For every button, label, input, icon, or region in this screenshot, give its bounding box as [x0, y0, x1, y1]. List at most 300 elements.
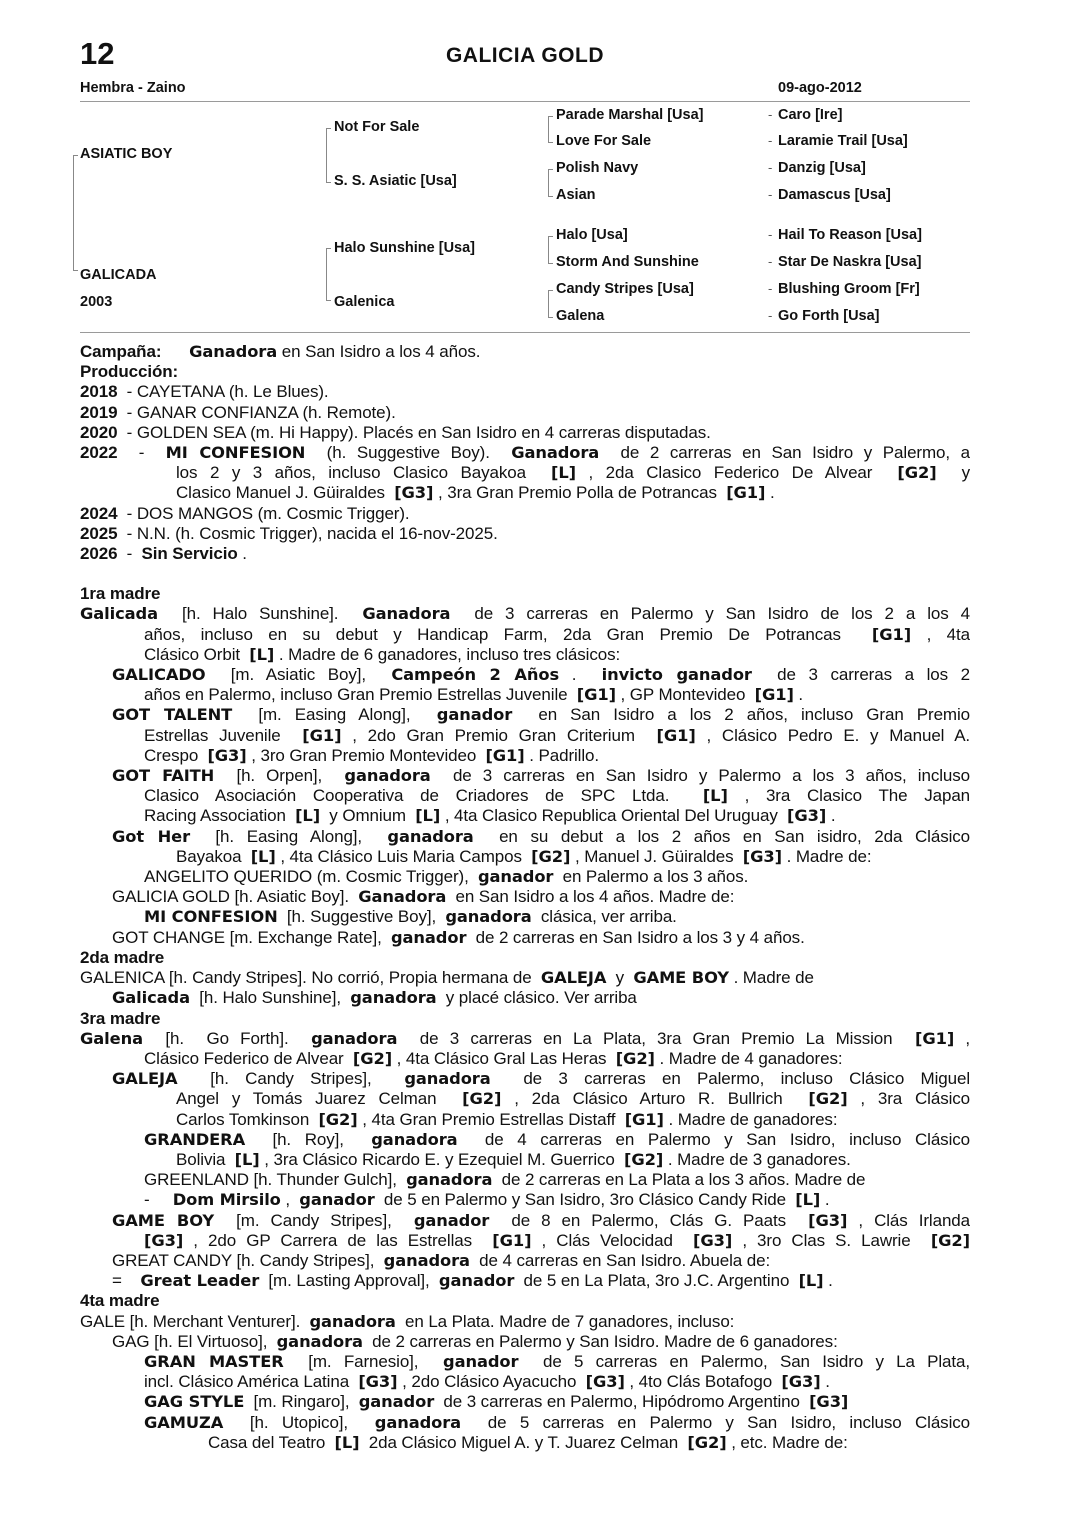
bold-text: Galicada	[112, 988, 190, 1008]
text: de 3 carreras en Palermo, Hipódromo Argentino	[438, 1392, 805, 1412]
bold-text: ganador	[413, 1210, 490, 1230]
bold-text: [G1]	[302, 725, 342, 745]
text: [h. Halo Sunshine],	[194, 988, 346, 1008]
gen3-ancestor: Halo [Usa]	[556, 227, 628, 243]
text: .	[798, 685, 804, 705]
text: GREENLAND [h. Thunder Gulch],	[144, 1170, 402, 1190]
text: - N.N. (h. Cosmic Trigger), nacida el 16-nov-2025.	[122, 523, 498, 543]
text: 2da Clásico Miguel A. y T. Juarez Celman	[364, 1432, 683, 1452]
bold-text: ganadora	[276, 1331, 363, 1351]
text: , Clásico Pedro E. y Manuel A.	[706, 725, 970, 745]
dam-year: 2003	[80, 294, 113, 310]
bold-text: [G1]	[914, 1028, 955, 1048]
bold-text: [L]	[249, 644, 275, 664]
gen4-ancestor: Star De Naskra [Usa]	[778, 254, 922, 270]
text: , 3ra Clásico Ricardo E. y Ezequiel M. Guerrico	[264, 1149, 620, 1169]
text: , 4to Clás Botafogo	[629, 1372, 777, 1392]
bold-text: [G3]	[781, 1372, 821, 1392]
campaign-line	[80, 342, 970, 362]
bold-text: ganador	[390, 927, 467, 947]
bold-text: [G1]	[871, 624, 912, 644]
text: de 2 carreras en La Plata a los 3 años. Madre de	[497, 1170, 866, 1190]
text: Crespo	[144, 745, 203, 765]
text: de 2 carreras en Palermo y San Isidro. Madre de 6 ganadores:	[367, 1331, 838, 1351]
header-divider	[80, 101, 970, 102]
text: ANGELITO QUERIDO (m. Cosmic Trigger),	[144, 867, 474, 887]
text: , 4ta Gran Premio Estrellas Distaff	[362, 1109, 621, 1129]
bold-text: ganadora	[445, 907, 532, 927]
text: [m. Candy Stripes],	[225, 1210, 403, 1230]
text: de 4 carreras en Palermo y San Isidro, incluso Clásico	[471, 1129, 970, 1149]
bold-text: Producción:	[80, 362, 179, 382]
bold-text: GAG STYLE	[144, 1392, 245, 1412]
sire-of-sire: Not For Sale	[334, 119, 420, 135]
gen3-ancestor: Galena	[556, 308, 605, 324]
bold-text: ganadora	[311, 1028, 398, 1048]
bold-text: [G3]	[787, 806, 827, 826]
dam-entry	[80, 968, 970, 988]
text: Clásico Orbit	[144, 644, 245, 664]
bold-text: [L]	[795, 1190, 821, 1210]
text: .	[830, 806, 836, 826]
bold-text: Ganadora	[189, 342, 278, 361]
bold-text: [G2]	[624, 1149, 664, 1169]
text: GALE [h. Merchant Venturer].	[80, 1311, 305, 1331]
bold-text: Ganadora	[358, 887, 447, 907]
text: en su debut a los 2 años en San isidro, 2da Clásico	[486, 826, 970, 846]
text: , 2da Clásico Arturo R. Bullrich	[514, 1089, 796, 1109]
bold-text: [G1]	[485, 745, 525, 765]
bold-text: GALICADO	[112, 665, 206, 685]
bold-text: 1ra madre	[80, 584, 161, 604]
bold-text: ganadora	[383, 1250, 470, 1270]
text: y Omnium	[324, 806, 411, 826]
text: de 3 carreras en San Isidro y Palermo a los 3 años, incluso	[441, 766, 970, 786]
bold-text: 4ta madre	[80, 1291, 160, 1311]
gen3-ancestor: Asian	[556, 187, 596, 203]
bold-text: [G3]	[144, 1230, 184, 1250]
offspring-entry-cont	[80, 685, 970, 705]
gen4-ancestor: Damascus [Usa]	[778, 187, 891, 203]
text: [h. Candy Stripes],	[193, 1069, 388, 1089]
text: en San Isidro a los 4 años.	[281, 342, 481, 361]
grand-offspring-entry	[80, 1130, 970, 1150]
production-entry	[80, 504, 970, 524]
text: de 8 en Palermo, Clás G. Paats	[500, 1210, 798, 1230]
bold-text: Campeón 2 Años	[391, 665, 560, 685]
bold-text: GOT FAITH	[112, 766, 215, 786]
text: y placé clásico. Ver arriba	[441, 988, 637, 1008]
offspring-entry	[80, 887, 970, 907]
offspring-entry	[80, 1332, 970, 1352]
sire-of-dam: Halo Sunshine [Usa]	[334, 240, 475, 256]
text: años en Palermo, incluso Gran Premio Estrellas Juvenile	[144, 685, 573, 705]
text: de 2 carreras en San Isidro a los 3 y 4 años.	[471, 927, 805, 947]
text: , 2do Gran Premio Gran Criterium	[352, 725, 646, 745]
bold-text: [G2]	[462, 1089, 502, 1109]
text: , 3ra Clásico	[860, 1089, 970, 1109]
text: en La Plata. Madre de 7 ganadores, incluso:	[400, 1311, 735, 1331]
bold-text: ganador	[299, 1190, 375, 1210]
text: GALICIA GOLD [h. Asiatic Boy].	[112, 887, 354, 907]
text: y	[949, 463, 970, 483]
text: GALENICA [h. Candy Stripes]. No corrió, Propia hermana de	[80, 968, 537, 988]
gen4-ancestor: Caro [Ire]	[778, 107, 843, 123]
offspring-entry-cont	[80, 1089, 970, 1109]
lot-number: 12	[80, 36, 115, 71]
text: de 4 carreras en San Isidro. Abuela de:	[474, 1250, 771, 1270]
great-grand-offspring-entry	[80, 1190, 970, 1210]
text: -	[122, 544, 137, 564]
bold-text: Galena	[80, 1028, 143, 1048]
offspring-entry	[80, 766, 970, 786]
bold-text: [L]	[295, 806, 321, 826]
text: , etc. Madre de:	[731, 1432, 848, 1452]
text: .	[828, 1271, 833, 1291]
gen4-ancestor: Laramie Trail [Usa]	[778, 133, 908, 149]
offspring-entry	[80, 988, 970, 1008]
grand-offspring-entry	[80, 907, 970, 927]
bold-text: ganador	[358, 1392, 435, 1412]
bold-text: ganador	[477, 867, 554, 887]
offspring-entry	[80, 928, 970, 948]
grand-offspring-entry-cont	[80, 1372, 970, 1392]
bold-text: [G3]	[394, 483, 434, 503]
bold-text: GRANDERA	[144, 1129, 246, 1149]
text: [h. Easing Along],	[202, 826, 375, 846]
bold-text: ganadora	[374, 1412, 462, 1432]
text: GOT CHANGE [m. Exchange Rate],	[112, 927, 387, 947]
grand-offspring-entry	[80, 1392, 970, 1412]
bold-text: [G2]	[531, 846, 571, 866]
production-entry	[80, 524, 970, 544]
text: .	[242, 544, 247, 564]
bold-text: Galicada	[80, 604, 158, 624]
text: de 3 carreras a los 2	[764, 665, 970, 685]
production-heading	[80, 362, 970, 382]
bold-text: [G1]	[754, 685, 794, 705]
bold-text: Dom Mirsilo	[172, 1190, 281, 1210]
dam-of-sire: S. S. Asiatic [Usa]	[334, 173, 457, 189]
text: [h. Suggestive Boy],	[282, 907, 441, 927]
text: GREAT CANDY [h. Candy Stripes],	[112, 1250, 380, 1270]
bold-text: [G3]	[809, 1392, 849, 1412]
bold-text: [G1]	[624, 1109, 664, 1129]
text: , 4ta	[926, 624, 970, 644]
birth-date: 09-ago-2012	[778, 80, 862, 96]
text: .	[825, 1372, 830, 1392]
text: de 5 carreras en Palermo, San Isidro y La Plata,	[530, 1351, 970, 1371]
gen4-ancestor: Blushing Groom [Fr]	[778, 281, 920, 297]
text: , 2da Clasico Federico De Alvear	[588, 463, 885, 483]
bold-text: 2022	[80, 443, 118, 463]
dam-entry	[80, 1029, 970, 1049]
text: , Manuel J. Güiraldes	[574, 846, 739, 866]
production-entry-cont	[80, 483, 970, 503]
bold-text: ganadora	[387, 826, 474, 846]
grand-offspring-entry	[80, 1352, 970, 1372]
text: , 4ta Clásico Luis Maria Campos	[280, 846, 527, 866]
dam-entry-cont	[80, 645, 970, 665]
production-entry	[80, 382, 970, 402]
grand-offspring-entry	[80, 1170, 970, 1190]
text: -	[144, 1190, 169, 1210]
text: Estrellas Juvenile	[144, 725, 292, 745]
bold-text: [G2]	[808, 1089, 848, 1109]
text: , 3ra Clasico The Japan	[744, 786, 970, 806]
text: , Clás Velocidad	[541, 1230, 683, 1250]
text: en Palermo a los 3 años.	[557, 867, 749, 887]
text: [m. Ringaro],	[248, 1392, 355, 1412]
dam-entry-cont	[80, 625, 970, 645]
offspring-entry-cont	[80, 847, 970, 867]
text: , 4ta Clásico Gral Las Heras	[396, 1048, 612, 1068]
bold-text: GOT TALENT	[112, 705, 233, 725]
production-entry	[80, 443, 970, 463]
bold-text: invicto ganador	[601, 665, 752, 685]
bold-text: 2019	[80, 402, 118, 422]
bold-text: ganadora	[309, 1311, 396, 1331]
text: , 3ro Gran Premio Montevideo	[251, 745, 481, 765]
bold-text: ganadora	[350, 988, 437, 1008]
bold-text: [G2]	[615, 1048, 655, 1068]
gen4-ancestor: Hail To Reason [Usa]	[778, 227, 922, 243]
section-heading-1ra-madre	[80, 584, 970, 604]
bold-text: ganadora	[371, 1129, 458, 1149]
text: , GP Montevideo	[620, 685, 750, 705]
bold-text: GAME BOY	[633, 968, 729, 988]
bold-text: [G2]	[897, 463, 937, 483]
text: de 3 carreras en Palermo, incluso Clásico Miguel	[506, 1069, 970, 1089]
sex-color: Hembra - Zaino	[80, 80, 186, 96]
gen4-ancestor: Danzig [Usa]	[778, 160, 866, 176]
bold-text: 2018	[80, 382, 118, 402]
text: . Padrillo.	[529, 745, 600, 765]
text: , 2do GP Carrera de las Estrellas	[193, 1230, 483, 1250]
offspring-entry	[80, 827, 970, 847]
bold-text: ganadora	[344, 766, 431, 786]
offspring-entry-cont	[80, 1110, 970, 1130]
bold-text: Ganadora	[362, 604, 451, 624]
bold-text: Great Leader	[140, 1271, 260, 1291]
section-heading-4ta-madre	[80, 1291, 970, 1311]
bold-text: [G3]	[693, 1230, 733, 1250]
text: Angel y Tomás Juarez Celman	[176, 1089, 450, 1109]
text: , 2do Clásico Ayacucho	[402, 1372, 581, 1392]
horse-name: GALICIA GOLD	[445, 44, 605, 67]
bold-text: 2025	[80, 523, 118, 543]
text: - GANAR CONFIANZA (h. Remote).	[122, 402, 396, 422]
pedigree-divider	[80, 332, 970, 333]
bold-text: [G3]	[358, 1372, 398, 1392]
gen3-ancestor: Parade Marshal [Usa]	[556, 107, 704, 123]
bold-text: [G1]	[576, 685, 616, 705]
grand-offspring-entry	[80, 867, 970, 887]
text: . Madre de 3 ganadores.	[667, 1149, 851, 1169]
text: . Madre de ganadores:	[668, 1109, 838, 1129]
text: . Madre de 4 ganadores:	[659, 1048, 843, 1068]
offspring-entry-cont	[80, 806, 970, 826]
text: ,	[965, 1028, 970, 1048]
bold-text: [L]	[415, 806, 441, 826]
offspring-entry	[80, 1069, 970, 1089]
gen3-ancestor: Storm And Sunshine	[556, 254, 699, 270]
text: [h. Utopico],	[236, 1412, 362, 1432]
bold-text: Ganadora	[511, 443, 600, 463]
bold-text: Sin Servicio	[141, 544, 238, 564]
text: , Clás Irlanda	[858, 1210, 970, 1230]
bold-text: GRAN MASTER	[144, 1351, 284, 1371]
bold-text: [L]	[250, 846, 276, 866]
sire-name: ASIATIC BOY	[80, 146, 173, 162]
bold-text: ganador	[438, 1271, 515, 1291]
grand-offspring-entry	[80, 1413, 970, 1433]
dam-name: GALICADA	[80, 267, 157, 283]
bold-text: [G2]	[352, 1048, 393, 1068]
bold-text: Got Her	[112, 826, 191, 846]
production-entry-cont	[80, 463, 970, 483]
text: [h. Roy],	[258, 1129, 358, 1149]
gen3-ancestor: Polish Navy	[556, 160, 639, 176]
bold-text: [G2]	[318, 1109, 358, 1129]
dam-entry	[80, 604, 970, 624]
production-entry	[80, 423, 970, 443]
text: GAG [h. El Virtuoso],	[112, 1331, 272, 1351]
text: de 2 carreras en San Isidro y Palermo, a	[609, 443, 970, 463]
text: años, incluso en su debut y Handicap Farm, 2da Gran Premio De Potrancas	[144, 624, 857, 644]
text: , 3ra Gran Premio Polla de Potrancas	[438, 483, 722, 503]
bold-text: [G1]	[726, 483, 766, 503]
grand-offspring-entry-cont	[80, 1433, 970, 1453]
section-heading-2da-madre	[80, 948, 970, 968]
bold-text: [G3]	[742, 846, 782, 866]
bold-text: ganadora	[404, 1069, 491, 1089]
dam-entry	[80, 1312, 970, 1332]
text: , 4ta Clasico Republica Oriental Del Uruguay	[444, 806, 783, 826]
text: [h. Orpen],	[225, 766, 334, 786]
production-entry	[80, 544, 970, 564]
text: - GOLDEN SEA (m. Hi Happy). Placés en San Isidro en 4 carreras disputadas.	[122, 422, 711, 442]
text: de 5 carreras en Palermo y San Isidro, incluso Clásico	[474, 1412, 970, 1432]
text: en San Isidro a los 2 años, incluso Gran Premio	[525, 705, 970, 725]
text: [m. Easing Along],	[245, 705, 424, 725]
bold-text: Campaña:	[80, 342, 185, 361]
production-entry	[80, 403, 970, 423]
text: de 5 en La Plata, 3ro J.C. Argentino	[518, 1271, 794, 1291]
bold-text: ganador	[443, 1351, 519, 1371]
text: . Madre de:	[786, 846, 872, 866]
offspring-entry	[80, 1251, 970, 1271]
bold-text: [G3]	[808, 1210, 848, 1230]
text: de 3 carreras en Palermo y San Isidro de los 2 a los 4	[462, 604, 970, 624]
bold-text: [L]	[334, 1432, 360, 1452]
grand-offspring-entry	[80, 1271, 970, 1291]
text: -	[128, 443, 155, 463]
text: Carlos Tomkinson	[176, 1109, 314, 1129]
bold-text: 2020	[80, 422, 118, 442]
section-heading-3ra-madre	[80, 1009, 970, 1029]
text: Bayakoa	[176, 846, 247, 866]
offspring-entry	[80, 1211, 970, 1231]
text: los 2 y 3 años, incluso Clasico Bayakoa	[176, 463, 539, 483]
text: Casa del Teatro	[208, 1432, 330, 1452]
catalog-body	[80, 342, 970, 1453]
bold-text: ganador	[436, 705, 513, 725]
text: .	[770, 483, 775, 503]
bold-text: GAMUZA	[144, 1412, 224, 1432]
text: y	[611, 968, 629, 988]
text: incl. Clásico América Latina	[144, 1372, 354, 1392]
bold-text: [G3]	[207, 745, 247, 765]
text: de 3 carreras en La Plata, 3ra Gran Premio La Mission	[408, 1028, 904, 1048]
offspring-entry	[80, 665, 970, 685]
text: . Madre de 6 ganadores, incluso tres clásicos:	[278, 644, 621, 664]
text: , 3ro Clas S. Lawrie	[742, 1230, 921, 1250]
text: en San Isidro a los 4 años. Madre de:	[450, 887, 735, 907]
text: [m. Lasting Approval],	[263, 1271, 435, 1291]
dam-entry-cont	[80, 1049, 970, 1069]
text: =	[112, 1271, 136, 1291]
text: [h. Go Forth].	[154, 1028, 300, 1048]
bold-text: ganadora	[406, 1170, 493, 1190]
text: Clásico Federico de Alvear	[144, 1048, 349, 1068]
text: Clasico Asociación Cooperativa de Criadores de SPC Ltda.	[144, 786, 687, 806]
offspring-entry-cont	[80, 786, 970, 806]
grand-offspring-entry-cont	[80, 1150, 970, 1170]
bold-text: 2026	[80, 544, 118, 564]
bold-text: MI CONFESION	[165, 443, 306, 463]
text: [m. Asiatic Boy],	[218, 665, 379, 685]
bold-text: 3ra madre	[80, 1008, 161, 1028]
text: (h. Suggestive Boy).	[316, 443, 501, 463]
bold-text: GALEJA	[540, 968, 607, 988]
offspring-entry	[80, 705, 970, 725]
text: Racing Association	[144, 806, 291, 826]
bold-text: [L]	[798, 1271, 824, 1291]
dam-of-dam: Galenica	[334, 294, 395, 310]
text: - DOS MANGOS (m. Cosmic Trigger).	[122, 503, 410, 523]
text: - CAYETANA (h. Le Blues).	[122, 382, 329, 402]
bold-text: 2024	[80, 503, 118, 523]
gen4-ancestor: Go Forth [Usa]	[778, 308, 880, 324]
bold-text: [G1]	[492, 1230, 532, 1250]
bold-text: GAME BOY	[112, 1210, 215, 1230]
bold-text: MI CONFESION	[144, 907, 278, 927]
offspring-entry-cont	[80, 1231, 970, 1251]
text: ,	[285, 1190, 295, 1210]
text: .	[571, 665, 589, 685]
offspring-entry-cont	[80, 726, 970, 746]
text: [m. Farnesio],	[295, 1351, 431, 1371]
bold-text: [G1]	[656, 725, 696, 745]
bold-text: [L]	[702, 786, 728, 806]
bold-text: GALEJA	[112, 1069, 178, 1089]
bold-text: [G2]	[930, 1230, 970, 1250]
bold-text: [L]	[234, 1149, 260, 1169]
offspring-entry-cont	[80, 746, 970, 766]
text: Clasico Manuel J. Güiraldes	[176, 483, 390, 503]
gen3-ancestor: Candy Stripes [Usa]	[556, 281, 694, 297]
text: clásica, ver arriba.	[536, 907, 677, 927]
text: [h. Halo Sunshine].	[169, 604, 351, 624]
gen3-ancestor: Love For Sale	[556, 133, 652, 149]
text: de 5 en Palermo y San Isidro, 3ro Clásico Candy Ride	[379, 1190, 791, 1210]
bold-text: [G2]	[687, 1432, 727, 1452]
bold-text: [L]	[551, 463, 576, 483]
text: . Madre de	[733, 968, 814, 988]
bold-text: [G3]	[585, 1372, 625, 1392]
text: .	[824, 1190, 830, 1210]
